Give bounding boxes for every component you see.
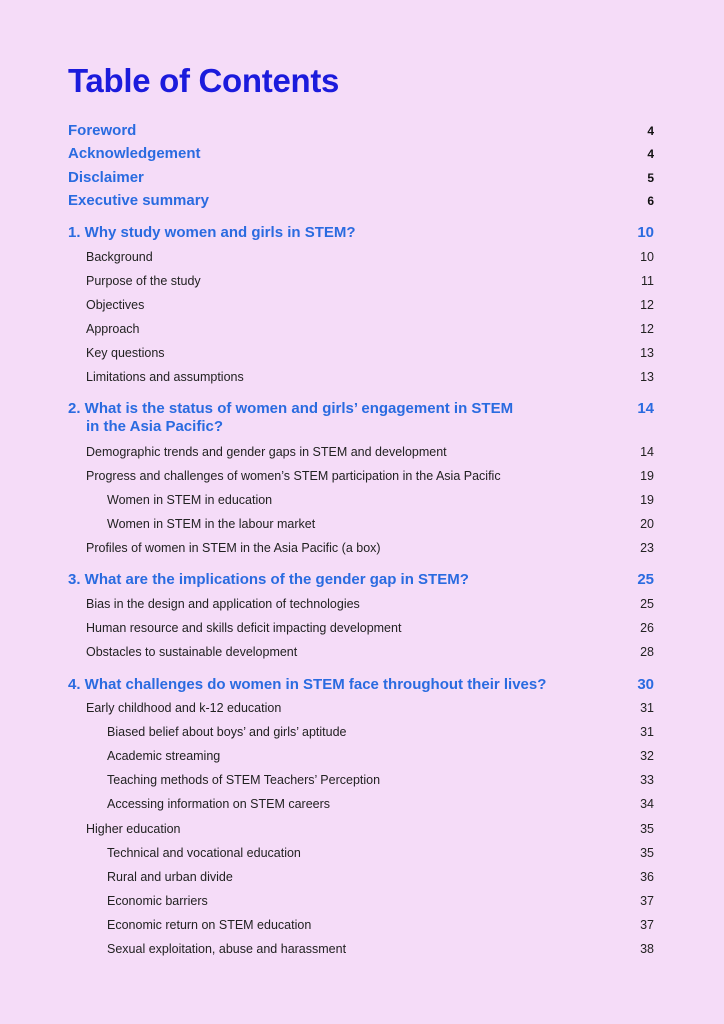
toc-subentry[interactable] <box>107 918 654 932</box>
toc-page: 4 <box>647 147 654 161</box>
toc-page: 14 <box>640 445 654 459</box>
toc-label: Technical and vocational education <box>107 846 301 860</box>
toc-subentry[interactable] <box>86 621 654 635</box>
toc-page: 26 <box>640 621 654 635</box>
toc-subentry[interactable] <box>86 322 654 336</box>
toc-label: Women in STEM in the labour market <box>107 517 316 531</box>
toc-label: Higher education <box>86 822 181 836</box>
toc-entry-executive-summary[interactable] <box>68 192 654 209</box>
toc-page: 33 <box>640 773 654 787</box>
toc-subentry[interactable] <box>86 597 654 611</box>
toc-label: Human resource and skills deficit impacting development <box>86 621 402 635</box>
toc-page: 32 <box>640 749 654 763</box>
toc-subentry[interactable] <box>86 822 654 836</box>
toc-subentry[interactable] <box>107 517 654 531</box>
toc-page: 11 <box>641 274 654 288</box>
toc-subentry[interactable] <box>86 346 654 360</box>
toc-label: Early childhood and k-12 education <box>86 701 282 715</box>
toc-section-1[interactable] <box>68 224 654 241</box>
toc-page: 38 <box>640 942 654 956</box>
toc-subentry[interactable] <box>86 298 654 312</box>
toc-label: Economic return on STEM education <box>107 918 312 932</box>
toc-subentry[interactable] <box>107 797 654 811</box>
toc-page: 12 <box>640 322 654 336</box>
toc-label: Approach <box>86 322 140 336</box>
toc-page: 37 <box>640 894 654 908</box>
toc-subentry[interactable] <box>107 749 654 763</box>
toc-label: Teaching methods of STEM Teachers’ Perception <box>107 773 381 787</box>
toc-label: Accessing information on STEM careers <box>107 797 331 811</box>
toc-label: Women in STEM in education <box>107 493 273 507</box>
toc-section-label-line1: 2. What is the status of women and girls’ engagement in STEM <box>68 400 514 417</box>
toc-section-label: 1. Why study women and girls in STEM? <box>68 224 356 241</box>
toc-page: 35 <box>640 822 654 836</box>
toc-subentry[interactable] <box>86 541 654 555</box>
toc-section-4[interactable] <box>68 676 654 693</box>
toc-page: 30 <box>637 676 654 693</box>
toc-page: 13 <box>640 346 654 360</box>
toc-subentry[interactable] <box>107 942 654 956</box>
toc-label: Profiles of women in STEM in the Asia Pacific (a box) <box>86 541 381 555</box>
toc-subentry[interactable] <box>107 870 654 884</box>
toc-page: 6 <box>647 194 654 208</box>
toc-section-label-line2: in the Asia Pacific? <box>86 418 223 435</box>
toc-label: Biased belief about boys’ and girls’ aptitude <box>107 725 347 739</box>
toc-subentry[interactable] <box>86 469 654 483</box>
toc-entry-acknowledgement[interactable] <box>68 145 654 162</box>
toc-subentry[interactable] <box>107 894 654 908</box>
toc-section-label: 4. What challenges do women in STEM face throughout their lives? <box>68 676 547 693</box>
toc-label: Academic streaming <box>107 749 221 763</box>
toc-page: 31 <box>640 725 654 739</box>
toc-label: Acknowledgement <box>68 145 201 162</box>
toc-page: 31 <box>640 701 654 715</box>
toc-label: Foreword <box>68 122 137 139</box>
toc-page: 10 <box>637 224 654 241</box>
toc-page: 5 <box>647 171 654 185</box>
toc-section-label <box>68 400 513 436</box>
toc-page: 10 <box>640 250 654 264</box>
toc-page: 37 <box>640 918 654 932</box>
toc-page: 23 <box>640 541 654 555</box>
toc-label: Demographic trends and gender gaps in STEM and development <box>86 445 447 459</box>
toc-subentry[interactable] <box>86 274 654 288</box>
toc-label: Disclaimer <box>68 169 144 186</box>
toc-label: Executive summary <box>68 192 209 209</box>
toc-subentry[interactable] <box>107 846 654 860</box>
toc-label: Bias in the design and application of technologies <box>86 597 360 611</box>
toc-page: 34 <box>640 797 654 811</box>
toc-label: Purpose of the study <box>86 274 201 288</box>
toc-page: 19 <box>640 493 654 507</box>
toc-label: Background <box>86 250 153 264</box>
toc-subentry[interactable] <box>86 250 654 264</box>
toc-page: 25 <box>640 597 654 611</box>
toc-page: 25 <box>637 571 654 588</box>
toc-label: Progress and challenges of women’s STEM participation in the Asia Pacific <box>86 469 501 483</box>
toc-subentry[interactable] <box>107 773 654 787</box>
toc-page: 12 <box>640 298 654 312</box>
toc-label: Objectives <box>86 298 145 312</box>
toc-entry-disclaimer[interactable] <box>68 169 654 186</box>
page-title: Table of Contents <box>68 62 340 99</box>
toc-page: 19 <box>640 469 654 483</box>
toc-label: Key questions <box>86 346 165 360</box>
toc-section-2[interactable] <box>68 400 654 436</box>
toc-section-3[interactable] <box>68 571 654 588</box>
toc-subentry[interactable] <box>107 725 654 739</box>
toc-subentry[interactable] <box>86 370 654 384</box>
toc-section-label: 3. What are the implications of the gender gap in STEM? <box>68 571 469 588</box>
toc-label: Rural and urban divide <box>107 870 233 884</box>
toc-label: Economic barriers <box>107 894 208 908</box>
toc-entry-foreword[interactable] <box>68 122 654 139</box>
toc-label: Sexual exploitation, abuse and harassment <box>107 942 347 956</box>
toc-page: 13 <box>640 370 654 384</box>
toc-subentry[interactable] <box>86 701 654 715</box>
toc-subentry[interactable] <box>86 445 654 459</box>
toc-page: 14 <box>637 400 654 417</box>
toc-label: Limitations and assumptions <box>86 370 244 384</box>
toc-subentry[interactable] <box>107 493 654 507</box>
toc-page: 20 <box>640 517 654 531</box>
toc-page: 28 <box>640 645 654 659</box>
toc-subentry[interactable] <box>86 645 654 659</box>
toc-page: 35 <box>640 846 654 860</box>
toc-page: 36 <box>640 870 654 884</box>
toc-page: 4 <box>647 124 654 138</box>
toc-label: Obstacles to sustainable development <box>86 645 298 659</box>
